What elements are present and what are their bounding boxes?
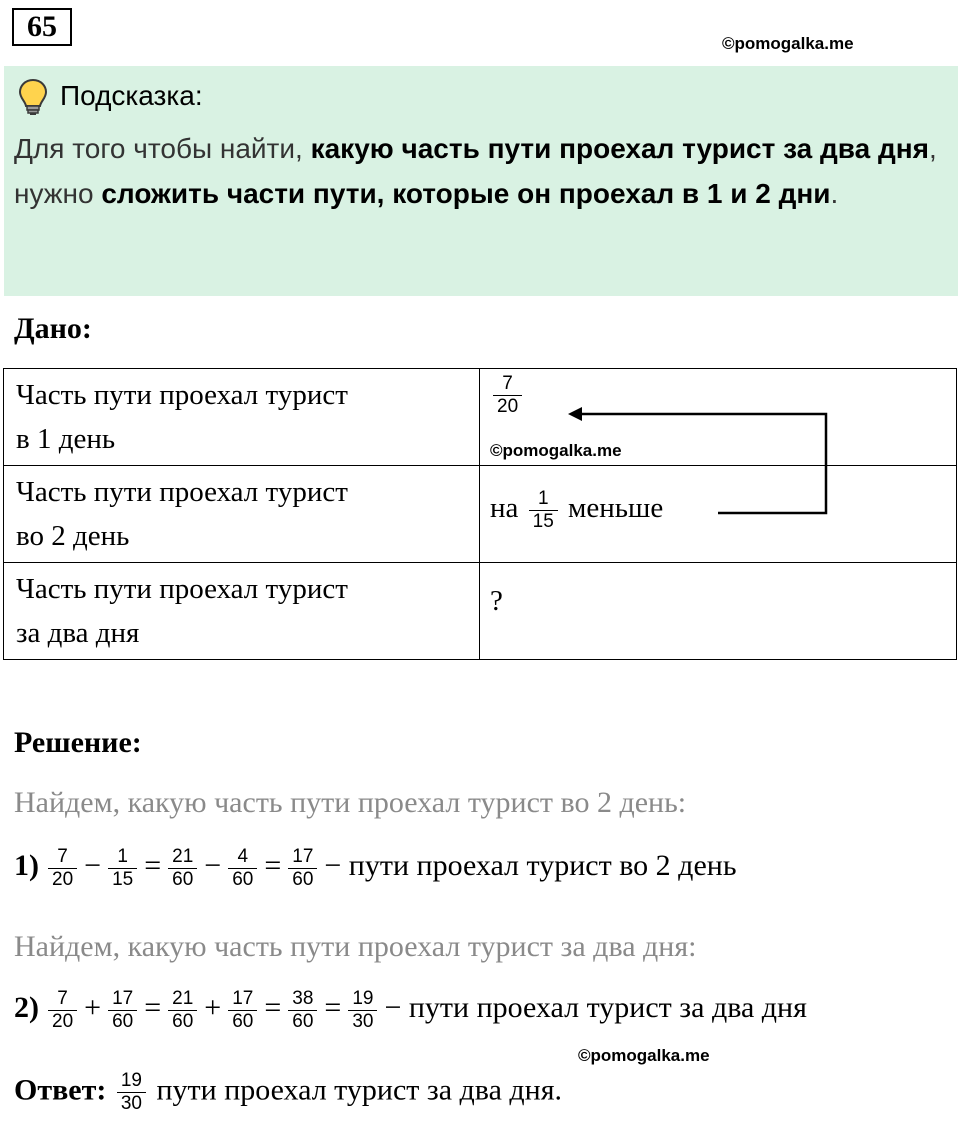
row-label: Часть пути проехал турист во 2 день [4, 466, 480, 563]
operator: = [324, 991, 342, 1025]
operator: = [144, 849, 162, 883]
fraction: $\frac{17}{60}$ [288, 846, 317, 891]
operator: − [84, 849, 102, 883]
watermark: ©pomogalka.me [722, 34, 854, 53]
fraction: $\frac{17}{60}$ [108, 988, 137, 1033]
watermark: ©pomogalka.me [490, 441, 622, 460]
fraction: $\frac{7}{20}$ [48, 988, 77, 1033]
fraction: $\frac{19}{30}$ [117, 1070, 146, 1115]
answer-line [14, 1070, 562, 1115]
operator: − [204, 849, 222, 883]
fraction: $\frac{1}{15}$ [529, 488, 558, 533]
step-label: 1) [14, 849, 39, 883]
step1-equation [14, 846, 737, 891]
fraction: $\frac{21}{60}$ [168, 846, 197, 891]
task-number: 65 [12, 8, 72, 46]
row-value: на $\frac{1}{15}$ меньше [480, 466, 957, 563]
row-label: Часть пути проехал турист в 1 день [4, 369, 480, 466]
operator: = [264, 991, 282, 1025]
hint-text: Для того чтобы найти, какую часть пути проехал турист за два дня, нужно сложить части пути, которые он проехал в 1 и 2 дни. [14, 133, 937, 209]
operator: = [144, 991, 162, 1025]
step-label: 2) [14, 991, 39, 1025]
step-tail: − пути проехал турист за два дня [384, 991, 807, 1025]
step2-equation [14, 988, 807, 1033]
solution-heading: Решение: [14, 726, 142, 759]
row-value: ? [480, 563, 957, 660]
operator: = [264, 849, 282, 883]
watermark: ©pomogalka.me [578, 1046, 710, 1065]
fraction: $\frac{38}{60}$ [288, 988, 317, 1033]
given-heading: Дано: [14, 312, 92, 345]
step1-intro: Найдем, какую часть пути проехал турист во 2 день: [14, 786, 687, 819]
row-label: Часть пути проехал турист за два дня [4, 563, 480, 660]
fraction: $\frac{21}{60}$ [168, 988, 197, 1033]
step-tail: − пути проехал турист во 2 день [324, 849, 737, 883]
hint-title: Подсказка: [60, 80, 203, 111]
fraction: $\frac{1}{15}$ [108, 846, 137, 891]
operator: + [84, 991, 102, 1025]
operator: + [204, 991, 222, 1025]
fraction: $\frac{17}{60}$ [228, 988, 257, 1033]
fraction: $\frac{7}{20}$ [48, 846, 77, 891]
answer-label: Ответ: [14, 1073, 107, 1107]
fraction: $\frac{7}{20}$ [493, 373, 522, 418]
fraction: $\frac{19}{30}$ [348, 988, 377, 1033]
answer-text: пути проехал турист за два дня. [156, 1073, 563, 1107]
fraction: $\frac{4}{60}$ [228, 846, 257, 891]
step2-intro: Найдем, какую часть пути проехал турист за два дня: [14, 930, 697, 963]
